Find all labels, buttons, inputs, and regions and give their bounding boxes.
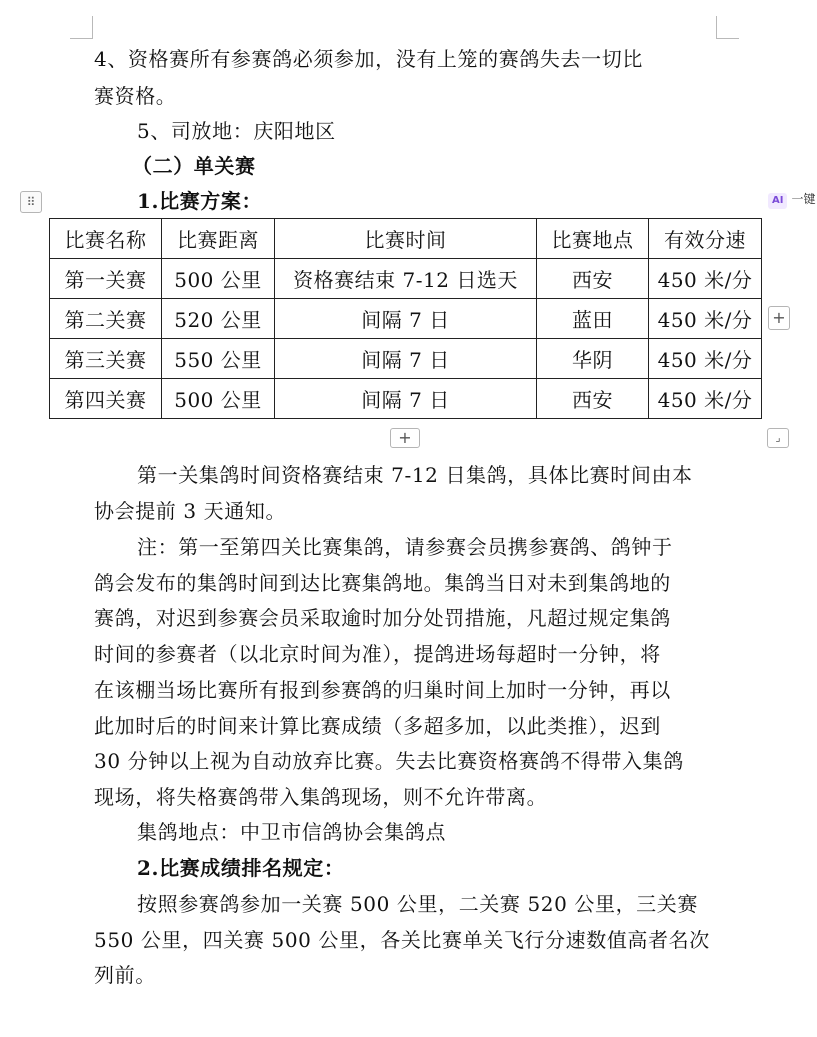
table-cell[interactable]: 华阴: [537, 339, 649, 379]
table-cell[interactable]: 450 米/分: [649, 299, 762, 339]
body-line: 现场，将失格赛鸽带入集鸽现场，则不允许带离。: [94, 785, 548, 809]
section-heading: （二）单关赛: [132, 154, 256, 178]
header-cell[interactable]: 有效分速: [649, 219, 762, 259]
ai-assistant-button[interactable]: [766, 188, 817, 210]
table-resize-icon[interactable]: ⌟: [767, 428, 789, 448]
table-cell[interactable]: 550 公里: [162, 339, 275, 379]
subheading-race-plan: 1.比赛方案：: [137, 189, 263, 213]
table-row: [50, 299, 762, 339]
table-row: [50, 259, 762, 299]
paragraph-4-line-2: 赛资格。: [94, 84, 177, 108]
paragraph-5: 5、司放地：庆阳地区: [137, 119, 336, 143]
body-line: 在该棚当场比赛所有报到参赛鸽的归巢时间上加时一分钟，再以: [94, 678, 671, 702]
add-row-button[interactable]: +: [390, 428, 420, 448]
crop-mark-top-left: [70, 16, 93, 39]
body-line: 550 公里，四关赛 500 公里，各关比赛单关飞行分速数值高者名次: [94, 928, 710, 952]
header-cell[interactable]: 比赛地点: [537, 219, 649, 259]
body-line: 协会提前 3 天通知。: [94, 499, 287, 523]
ai-icon: AI: [768, 193, 787, 209]
crop-mark-top-right: [716, 16, 739, 39]
body-line: 列前。: [94, 963, 156, 987]
subheading-ranking-rules: 2.比赛成绩排名规定：: [137, 856, 345, 880]
table-cell[interactable]: 西安: [537, 379, 649, 419]
add-column-button[interactable]: +: [768, 306, 790, 330]
table-cell[interactable]: 第一关赛: [50, 259, 162, 299]
table-cell[interactable]: 资格赛结束 7-12 日选天: [275, 259, 537, 299]
body-line: 集鸽地点：中卫市信鸽协会集鸽点: [137, 820, 446, 844]
table-row: [50, 339, 762, 379]
table-cell[interactable]: 第三关赛: [50, 339, 162, 379]
table-cell[interactable]: 第二关赛: [50, 299, 162, 339]
table-cell[interactable]: 西安: [537, 259, 649, 299]
table-header-row: [50, 219, 762, 259]
table-cell[interactable]: 450 米/分: [649, 339, 762, 379]
body-line: 30 分钟以上视为自动放弃比赛。失去比赛资格赛鸽不得带入集鸽: [94, 749, 684, 773]
body-line: 鸽会发布的集鸽时间到达比赛集鸽地。集鸽当日对未到集鸽地的: [94, 571, 671, 595]
table-cell[interactable]: 间隔 7 日: [275, 299, 537, 339]
table-cell[interactable]: 500 公里: [162, 259, 275, 299]
table-row: [50, 379, 762, 419]
ai-button-label: 一键: [791, 192, 816, 206]
body-line: 第一关集鸽时间资格赛结束 7-12 日集鸽，具体比赛时间由本: [137, 463, 693, 487]
body-line: 注：第一至第四关比赛集鸽，请参赛会员携参赛鸽、鸽钟于: [137, 535, 673, 559]
body-line: 赛鸽，对迟到参赛会员采取逾时加分处罚措施，凡超过规定集鸽: [94, 606, 671, 630]
race-schedule-table: [49, 218, 762, 419]
header-cell[interactable]: 比赛距离: [162, 219, 275, 259]
table-cell[interactable]: 蓝田: [537, 299, 649, 339]
table-cell[interactable]: 第四关赛: [50, 379, 162, 419]
table-cell[interactable]: 450 米/分: [649, 259, 762, 299]
table-cell[interactable]: 520 公里: [162, 299, 275, 339]
body-line: 此加时后的时间来计算比赛成绩（多超多加，以此类推），迟到: [94, 714, 661, 738]
table-cell[interactable]: 450 米/分: [649, 379, 762, 419]
table-cell[interactable]: 间隔 7 日: [275, 339, 537, 379]
body-line: 按照参赛鸽参加一关赛 500 公里，二关赛 520 公里，三关赛: [137, 892, 698, 916]
paragraph-4-line-1: 4、资格赛所有参赛鸽必须参加，没有上笼的赛鸽失去一切比: [94, 47, 643, 71]
body-line: 时间的参赛者（以北京时间为准），提鸽进场每超时一分钟，将: [94, 642, 661, 666]
header-cell[interactable]: 比赛名称: [50, 219, 162, 259]
table-move-handle-icon[interactable]: ⠿: [20, 191, 42, 213]
table-cell[interactable]: 500 公里: [162, 379, 275, 419]
header-cell[interactable]: 比赛时间: [275, 219, 537, 259]
table-cell[interactable]: 间隔 7 日: [275, 379, 537, 419]
